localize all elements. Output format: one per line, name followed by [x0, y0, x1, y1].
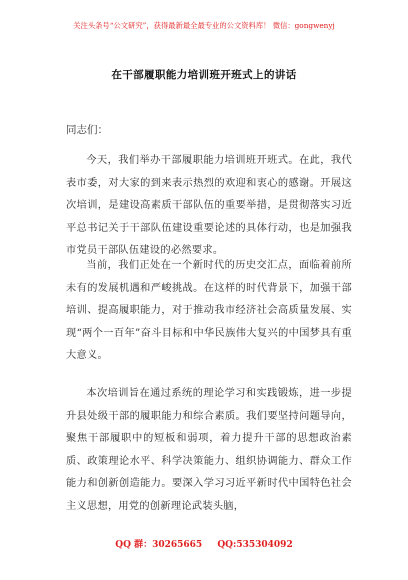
qq-number-text: QQ:535304092	[217, 540, 293, 550]
paragraph-3: 本次培训旨在通过系统的理论学习和实践锻炼，进一步提升县处级干部的履职能力和综合素质。我们要坚持问题导向，聚焦干部履职中的短板和弱项，着力提升干部的思想政治素质、政策理论水平、科学决策能力、组织协调能力、群众工作能力和创新创造能力。要深入学习习近平新时代中国特色社会主义思想，用党的创新理论武装头脑，	[66, 388, 352, 512]
promo-header: 关注头条号“公文研究”，获得最新最全最专业的公文资料库！ 微信：gongwenyj	[73, 21, 335, 30]
document-title: 在干部履职能力培训班开班式上的讲话	[111, 69, 297, 81]
qq-group-text: QQ 群：30265665	[115, 540, 203, 550]
salutation: 同志们：	[66, 124, 108, 136]
contact-footer	[0, 537, 408, 550]
paragraph-2: 当前，我们正处在一个新时代的历史交汇点，面临着前所未有的发展机遇和严峻挑战。在这样的时代背景下，加强干部培训、提高履职能力，对于推动我市经济社会高质量发展、实现“两个一百年”奋斗目标和中华民族伟大复兴的中国梦具有重大意义。	[66, 260, 352, 361]
paragraph-1: 今天，我们举办干部履职能力培训班开班式。在此，我代表市委，对大家的到来表示热烈的欢迎和衷心的感谢。开展这次培训，是建设高素质干部队伍的重要举措，是贯彻落实习近平总书记关于干部队伍建设重要论述的具体行动，也是加强我市党员干部队伍建设的必然要求。	[66, 155, 352, 256]
